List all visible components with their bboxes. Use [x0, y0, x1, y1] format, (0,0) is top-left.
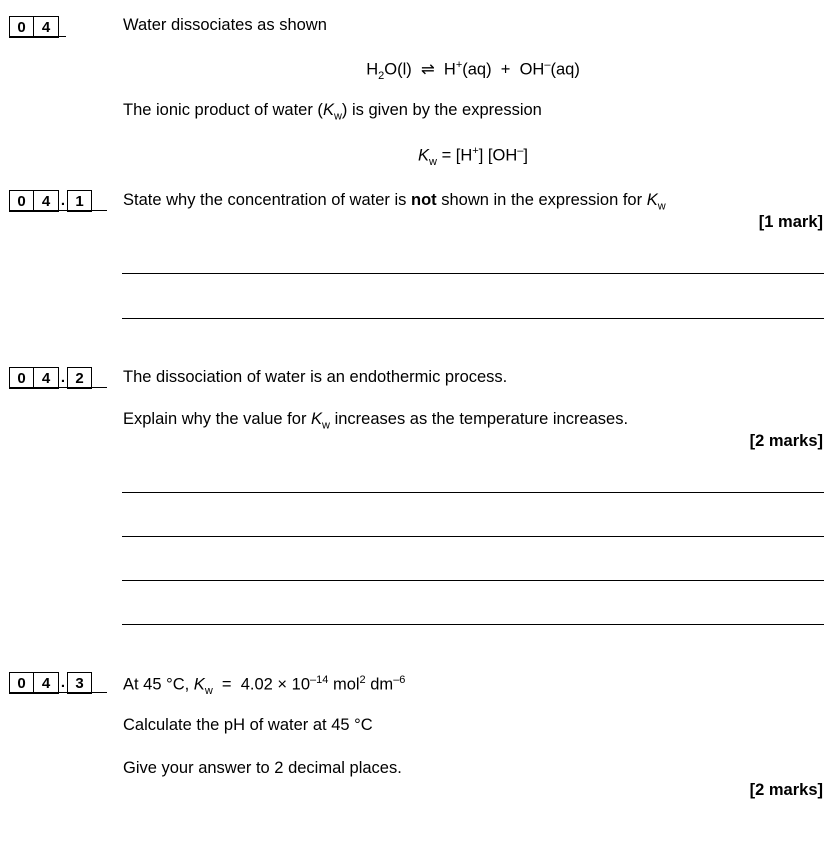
qnum-underline [9, 36, 66, 37]
qnum-digit: 0 [9, 16, 34, 38]
eq-term: O(l) [384, 60, 412, 79]
question-number-04-1 [9, 187, 92, 212]
q043-text-2: Calculate the pH of water at 45 °C [123, 716, 373, 734]
qnum-underline [9, 692, 107, 693]
qnum-digit: 0 [9, 367, 34, 389]
exponent: –6 [393, 674, 406, 686]
kw-symbol: K [322, 101, 334, 119]
qnum-underline [9, 387, 107, 388]
q043-text-3: Give your answer to 2 decimal places. [123, 759, 402, 777]
q041-question-text [123, 191, 666, 212]
text-part: Explain why the value for [123, 410, 312, 428]
answer-line[interactable] [122, 318, 824, 319]
dissociation-equation [123, 59, 823, 82]
unit: dm [365, 675, 394, 694]
eq-plus: + [500, 60, 511, 79]
text-part: ] [523, 146, 528, 165]
ionic-product-text [123, 101, 542, 122]
eq-term: H [366, 60, 379, 79]
question-number-04-3 [9, 669, 92, 694]
eq-sup: + [455, 59, 463, 71]
question-number-04-2 [9, 364, 92, 389]
eq-term: OH [519, 60, 545, 79]
q042-marks: [2 marks] [749, 432, 823, 450]
text-part: = [H [436, 146, 473, 165]
kw-symbol: K [311, 410, 323, 428]
answer-line[interactable] [122, 492, 824, 493]
text-part: ) is given by the expression [341, 101, 542, 119]
text-part: The ionic product of water ( [123, 101, 323, 119]
text-part: ] [OH [478, 146, 518, 165]
answer-line[interactable] [122, 536, 824, 537]
eq-sup: + [472, 145, 479, 157]
q042-text-2 [123, 410, 628, 431]
qnum-digit: 4 [34, 367, 59, 389]
eq-sup: – [517, 145, 524, 157]
text-part: shown in the expression for [436, 191, 647, 209]
eq-sup: – [544, 59, 551, 71]
exponent: 2 [359, 674, 366, 686]
eq-sub: 2 [378, 69, 385, 82]
exponent: –14 [310, 674, 329, 686]
emphasis: not [411, 191, 437, 209]
eq-term: H [443, 60, 456, 79]
qnum-digit: 4 [34, 672, 59, 694]
text-part: State why the concentration of water is [123, 191, 411, 209]
q042-text-1: The dissociation of water is an endothermic process. [123, 368, 508, 386]
qnum-digit: 2 [67, 367, 92, 389]
kw-symbol: K [418, 146, 430, 165]
answer-line[interactable] [122, 273, 824, 274]
text-part: = 4.02 × 10 [212, 675, 311, 694]
qnum-digit: 0 [9, 190, 34, 212]
kw-sub: w [429, 155, 437, 168]
q043-kw-value [123, 674, 405, 697]
kw-expression [123, 145, 823, 168]
qnum-digit: 0 [9, 672, 34, 694]
eq-term: (aq) [550, 60, 580, 79]
question-number-04 [9, 13, 59, 38]
kw-sub: w [657, 200, 666, 213]
kw-sub: w [322, 419, 330, 432]
text-part: increases as the temperature increases. [330, 410, 629, 428]
kw-sub: w [333, 110, 342, 123]
qnum-dot: . [60, 674, 66, 691]
answer-line[interactable] [122, 624, 824, 625]
qnum-underline [9, 210, 107, 211]
eq-term: (aq) [462, 60, 492, 79]
answer-line[interactable] [122, 580, 824, 581]
qnum-digit: 1 [67, 190, 92, 212]
qnum-dot: . [60, 369, 66, 386]
kw-symbol: K [646, 191, 658, 209]
unit: mol [328, 675, 360, 694]
qnum-digit: 4 [34, 190, 59, 212]
q043-marks: [2 marks] [749, 781, 823, 799]
q041-marks: [1 mark] [758, 213, 823, 231]
qnum-digit: 4 [34, 16, 59, 38]
qnum-dot: . [60, 192, 66, 209]
equilibrium-arrow-icon: ⇌ [420, 60, 435, 79]
text-part: At 45 °C, [123, 675, 194, 694]
kw-sub: w [204, 684, 213, 697]
kw-symbol: K [193, 675, 205, 694]
q04-intro-text: Water dissociates as shown [123, 16, 327, 34]
qnum-digit: 3 [67, 672, 92, 694]
